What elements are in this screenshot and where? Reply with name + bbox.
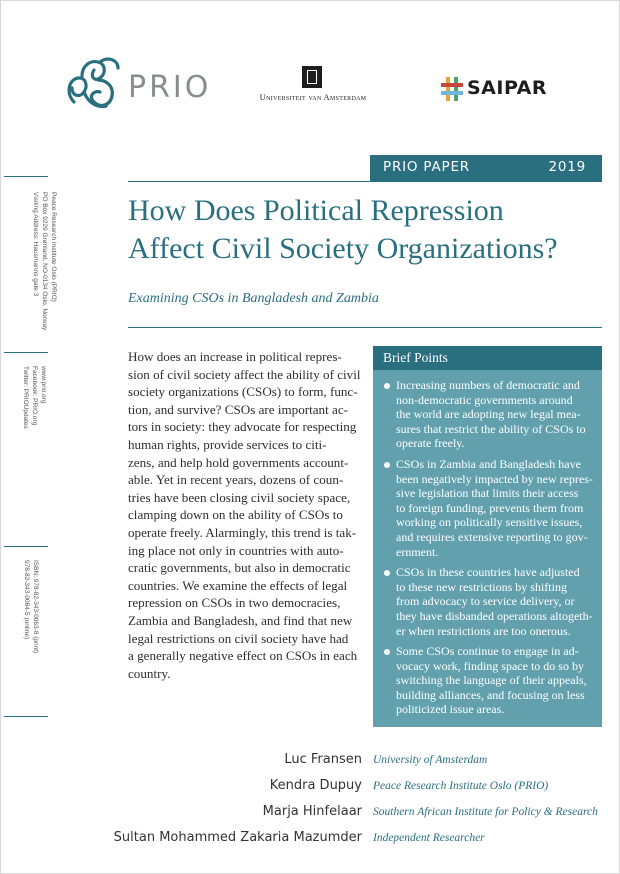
abstract-line: tion, and survive? CSOs are important ac- [128, 401, 348, 417]
paper-type-banner [370, 155, 602, 181]
abstract-line: country. [128, 665, 171, 681]
brief-points-heading: Brief Points [373, 346, 602, 370]
author-name: Kendra Dupuy [269, 778, 362, 793]
title-line: Affect Civil Society Organizations? [128, 232, 558, 265]
uva-logo [248, 66, 378, 106]
abstract-line: ing place not only in countries with auto- [128, 542, 344, 558]
author-row [0, 752, 620, 772]
author-name: Sultan Mohammed Zakaria Mazumder [113, 830, 362, 845]
margin-rule [4, 716, 48, 717]
brief-points-box [373, 346, 602, 727]
banner-year: 2019 [548, 159, 586, 175]
margin-rule [4, 352, 48, 353]
brief-point-item: CSOs in these countries have adjusted to these new restrictions by shifting from advocacy to service delivery, or they have disbanded operations altogeth- er when restrictions are too onerous. [373, 565, 602, 638]
abstract-line: tries have been closing civil society space, [128, 489, 351, 505]
bullet-icon [384, 462, 390, 468]
author-name: Luc Fransen [284, 752, 362, 767]
sidebar-isbn: ISBN: 978-82-343-0063-8 (print) 978-82-343-0064-5 (online) [23, 560, 39, 654]
abstract-line: human rights, provide services to citi- [128, 436, 327, 452]
bullet-icon [384, 649, 390, 655]
abstract-line: legal restrictions on civil society have had [128, 630, 349, 646]
saipar-hash-icon [440, 76, 464, 102]
abstract-line: sion of civil society affect the ability of civil [128, 366, 361, 382]
abstract-line: able. Yet in recent years, dozens of coun- [128, 472, 344, 488]
prio-figures-icon [60, 50, 126, 116]
title-line: How Does Political Repression [128, 194, 504, 227]
saipar-wordmark: SAIPAR [467, 77, 547, 99]
abstract-line: repression on CSOs in two democracies, [128, 595, 341, 611]
sidebar-address: Peace Research Institute Oslo (PRIO) PO Box 9229 Grønland, NO-0134 Oslo, Norway Visiting Address: Hausmanns gate 3 [32, 192, 57, 331]
brief-point-item: Some CSOs continue to engage in ad- vocacy work, finding space to do so by switching the language of their appeals, building alliances, and focusing on less politicized issue areas. [373, 644, 602, 717]
author-row [0, 778, 620, 798]
margin-rule [4, 176, 48, 177]
margin-rule [4, 546, 48, 547]
subtitle-rule [128, 327, 602, 328]
brief-point-item: Increasing numbers of democratic and non-democratic governments around the world are adopting new legal mea- sures that restrict the ability of CSOs to operate freely. [373, 378, 602, 451]
uva-wordmark: Universiteit van Amsterdam [259, 92, 367, 102]
abstract-line: clamping down on the ability of CSOs to [128, 507, 343, 523]
page-title [128, 192, 608, 268]
title-rule [128, 181, 602, 182]
author-row [0, 830, 620, 850]
author-affiliation: Independent Researcher [373, 832, 485, 844]
bullet-icon [384, 570, 390, 576]
prio-wordmark: PRIO [128, 70, 212, 105]
abstract-line: cratic governments, but also in democratic [128, 560, 351, 576]
abstract [128, 348, 360, 682]
abstract-line: operate freely. Alarmingly, this trend is tak- [128, 524, 357, 540]
abstract-line: How does an increase in political repres- [128, 349, 342, 364]
prio-logo [60, 50, 220, 120]
author-row [0, 804, 620, 824]
page-subtitle: Examining CSOs in Bangladesh and Zambia [128, 291, 379, 306]
abstract-line: zens, and help hold governments account- [128, 454, 349, 470]
abstract-line: society organizations (CSOs) to form, func- [128, 384, 358, 400]
brief-point-item: CSOs in Zambia and Bangladesh have been negatively impacted by new repres- sive legislation that limits their access to foreign funding, prevents them from working on politically sensitive issues, and requires extensive reporting to gov- ernment. [373, 457, 602, 559]
abstract-line: countries. We examine the effects of legal [128, 577, 348, 593]
abstract-line: tors in society: they advocate for respecting [128, 419, 357, 435]
abstract-line: Zambia and Bangladesh, and find that new [128, 612, 353, 628]
uva-crest-icon [302, 66, 322, 88]
brief-points-list [373, 378, 602, 723]
abstract-line: a generally negative effect on CSOs in each [128, 648, 358, 664]
bullet-icon [384, 383, 390, 389]
sidebar-web: www.prio.org Facebook: PRIO.org Twitter: PRIOUpdates [22, 366, 47, 429]
author-affiliation: University of Amsterdam [373, 754, 488, 766]
author-affiliation: Southern African Institute for Policy & Research [373, 806, 598, 818]
author-affiliation: Peace Research Institute Oslo (PRIO) [373, 780, 549, 792]
author-name: Marja Hinfelaar [262, 804, 362, 819]
banner-label: PRIO PAPER [383, 159, 470, 175]
